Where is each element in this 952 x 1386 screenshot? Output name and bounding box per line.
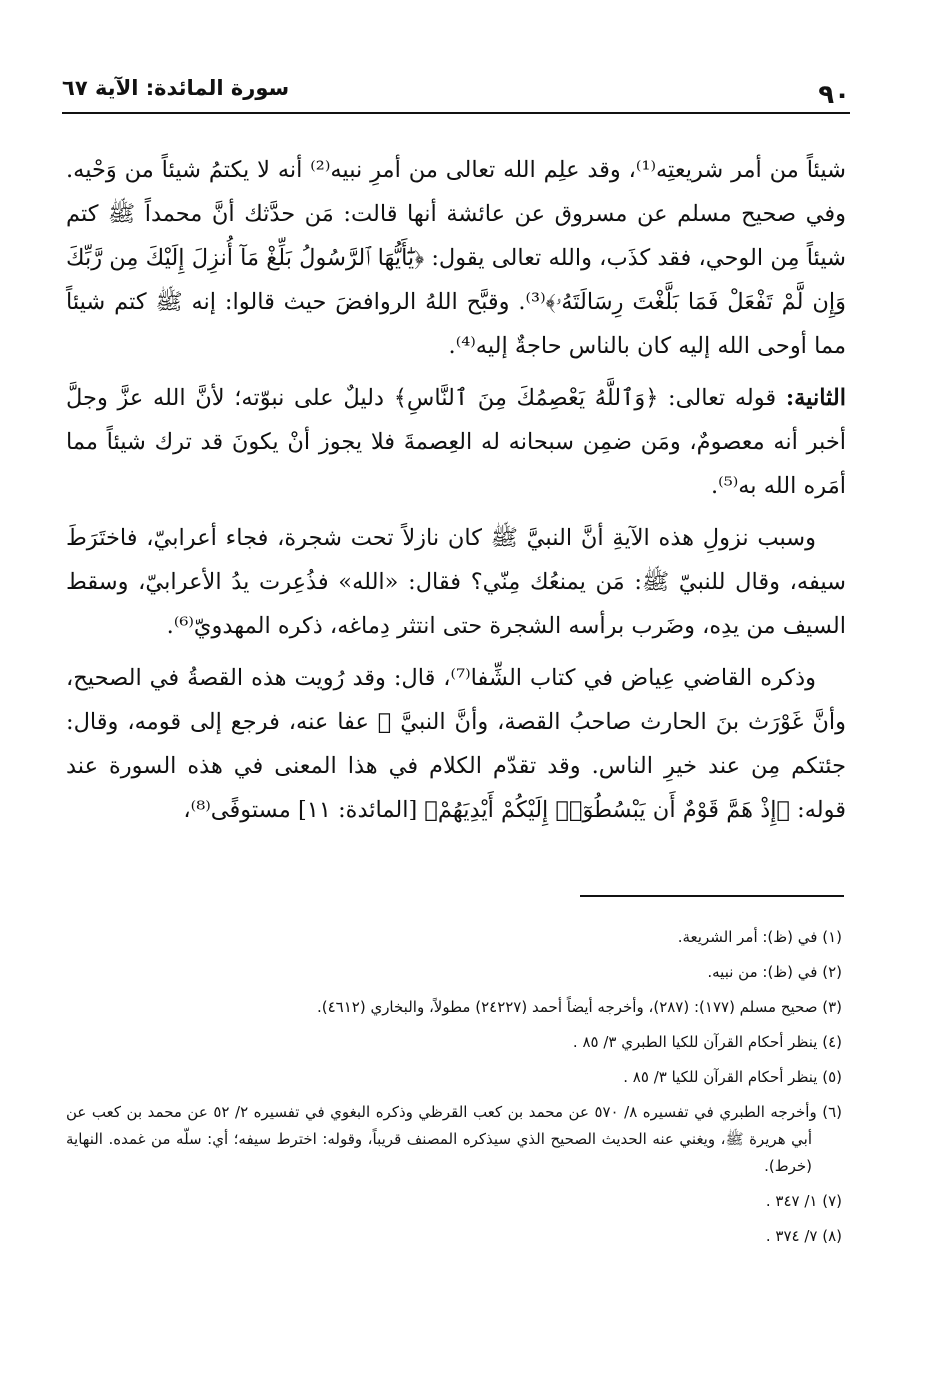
footnote-5: (٥) ينظر أحكام القرآن للكيا ٣/ ٨٥ . [623, 1068, 842, 1086]
footnote-3: (٣) صحيح مسلم (١٧٧): (٢٨٧)، وأخرجه أيضاً أحمد (٢٤٢٢٧) مطولاً، والبخاري (٤٦١٢). [316, 998, 842, 1016]
footnote-1: (١) في (ظ): أمر الشريعة. [677, 928, 842, 946]
paragraph-4 [66, 656, 846, 832]
paragraph-text: وسبب نزولِ هذه الآيةِ أنَّ النبيَّ ﷺ كان نازلاً تحت شجرة، فجاء أعرابيّ، فاختَرَطَ سيفه، وقال للنبيّ ﷺ: مَن يمنعُك مِنّي؟ فقال: «الله» فذُعِرت يدُ الأعرابيّ، وسقط السيف من يدِه، وضَرب برأسه الشجرة حتى انتثر دِماغه، ذكره المهدويّ⁽⁶⁾. [66, 525, 846, 639]
running-title: سورة المائدة: الآية ٦٧ [62, 76, 290, 100]
footnote-divider [580, 895, 844, 897]
paragraph-text: وذكره القاضي عِياض في كتاب الشِّفا⁽⁷⁾، قال: وقد رُويت هذه القصةُ في الصحيح، وأنَّ غَوْرَث بنَ الحارث صاحبُ القصة، وأنَّ النبيَّ ﷺ عفا عنه، فرجع إلى قومه، وقال: جئتكم مِن عند خيرِ الناس. وقد تقدّم الكلام في هذا المعنى في هذه السورة عند قوله: ﴿إِذْ هَمَّ قَوْمٌ أَن يَبْسُطُوٓا۟ إِلَيْكُمْ أَيْدِيَهُمْ﴾ [المائدة: ١١] مستوفًى⁽⁸⁾، [66, 665, 846, 823]
footnotes [66, 924, 842, 1258]
paragraph-3 [66, 516, 846, 648]
paragraph-2 [66, 376, 846, 508]
page-header [62, 72, 850, 112]
page-number: ٩٠ [818, 80, 850, 110]
footnote-8: (٨) ٧/ ٣٧٤ . [765, 1227, 842, 1245]
main-text [66, 148, 846, 840]
footnote-4: (٤) ينظر أحكام القرآن للكيا الطبري ٣/ ٨٥ . [572, 1033, 842, 1051]
paragraph-text: شيئاً من أمر شريعتِه⁽¹⁾، وقد علِم الله تعالى من أمرِ نبيه⁽²⁾ أنه لا يكتمُ شيئاً من وَحْيه. وفي صحيح مسلم عن مسروق عن عائشة أنها قالت: مَن حدَّثك أنَّ محمداً ﷺ كتم شيئاً مِن الوحي، فقد كذَب، والله تعالى يقول: ﴿يَٰٓأَيُّهَا ٱلرَّسُولُ بَلِّغْ مَآ أُنزِلَ إِلَيْكَ مِن رَّبِّكَ وَإِن لَّمْ تَفْعَلْ فَمَا بَلَّغْتَ رِسَالَتَهُۥ﴾⁽³⁾. وقبَّح اللهُ الروافضَ حيث قالوا: إنه ﷺ كتم شيئاً مما أوحى الله إليه كان بالناس حاجةٌ إليه⁽⁴⁾. [66, 157, 846, 359]
footnote-2: (٢) في (ظ): من نبيه. [707, 963, 842, 981]
header-divider [62, 112, 850, 114]
footnote-6: (٦) وأخرجه الطبري في تفسيره ٨/ ٥٧٠ عن محمد بن كعب القرظي وذكره البغوي في تفسيره ٢/ ٥٢ عن محمد بن كعب عن أبي هريرة ﷺ، ويغني عنه الحديث الصحيح الذي سيذكره المصنف قريباً، وقوله: اخترط سيفه؛ أي: سلّه من غمده. النهاية (خرط). [66, 1103, 843, 1175]
paragraph-1 [66, 148, 846, 368]
paragraph-lead: الثانية: [785, 385, 846, 411]
footnote-7: (٧) ١/ ٣٤٧ . [765, 1192, 842, 1210]
paragraph-text: قوله تعالى: ﴿وَٱللَّهُ يَعْصِمُكَ مِنَ ٱلنَّاسِ﴾ دليلٌ على نبوّته؛ لأنَّ الله عزَّ وجلَّ أخبر أنه معصومٌ، ومَن ضمِن سبحانه له العِصمةَ فلا يجوز أنْ يكونَ قد ترك شيئاً مما أمَره الله به⁽⁵⁾. [66, 385, 846, 499]
